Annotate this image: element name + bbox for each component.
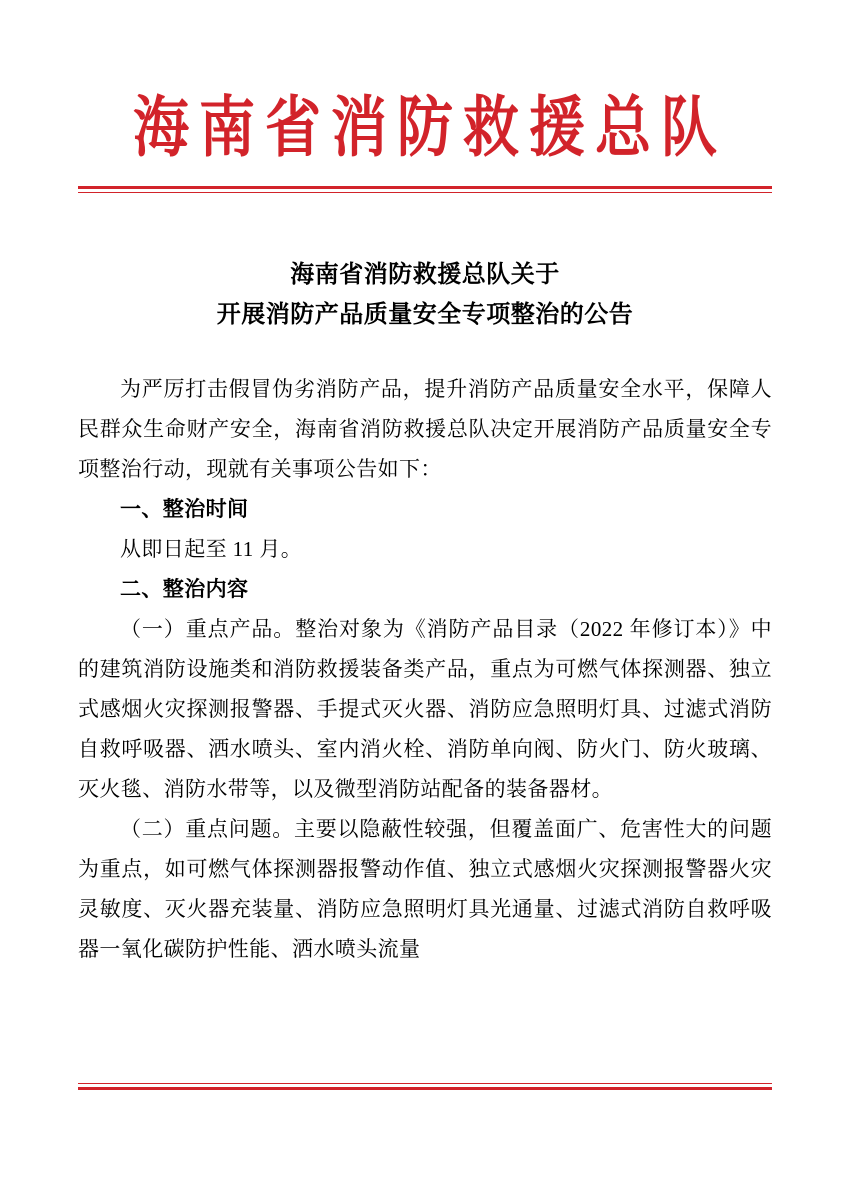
masthead-organization-title: 海南省消防救援总队 [133, 92, 727, 166]
footer-divider [78, 1083, 772, 1090]
page-title-line-2: 开展消防产品质量安全专项整治的公告 [216, 302, 634, 328]
footer-divider-thick-line [78, 1087, 772, 1090]
document-body [78, 255, 772, 969]
section-body-1: 从即日起至 11 月。 [120, 537, 303, 561]
intro-paragraph: 为严厉打击假冒伪劣消防产品，提升消防产品质量安全水平，保障人民群众生命财产安全，海南省消防救援总队决定开展消防产品质量安全专项整治行动，现就有关事项公告如下： [78, 377, 772, 481]
section-item-1: （一）重点产品。整治对象为《消防产品目录（2022 年修订本）》中的建筑消防设施类和消防救援装备类产品，重点为可燃气体探测器、独立式感烟火灾探测报警器、手提式灭火器、消防应急照明灯具、过滤式消防自救呼吸器、洒水喷头、室内消火栓、消防单向阀、防火门、防火玻璃、灭火毯、消防水带等，以及微型消防站配备的装备器材。 [78, 617, 772, 801]
page-title [78, 255, 772, 335]
header-divider [78, 186, 772, 193]
section-heading-2: 二、整治内容 [120, 577, 249, 601]
section-item-2: （二）重点问题。主要以隐蔽性较强，但覆盖面广、危害性大的问题为重点，如可燃气体探测器报警动作值、独立式感烟火灾探测报警器火灾灵敏度、灭火器充装量、消防应急照明灯具光通量、过滤式消防自救呼吸器一氧化碳防护性能、洒水喷头流量 [78, 817, 772, 961]
section-heading-1: 一、整治时间 [120, 497, 249, 521]
header-divider-thin-line [78, 192, 772, 193]
page-title-line-1: 海南省消防救援总队关于 [290, 262, 560, 288]
masthead [0, 92, 850, 166]
